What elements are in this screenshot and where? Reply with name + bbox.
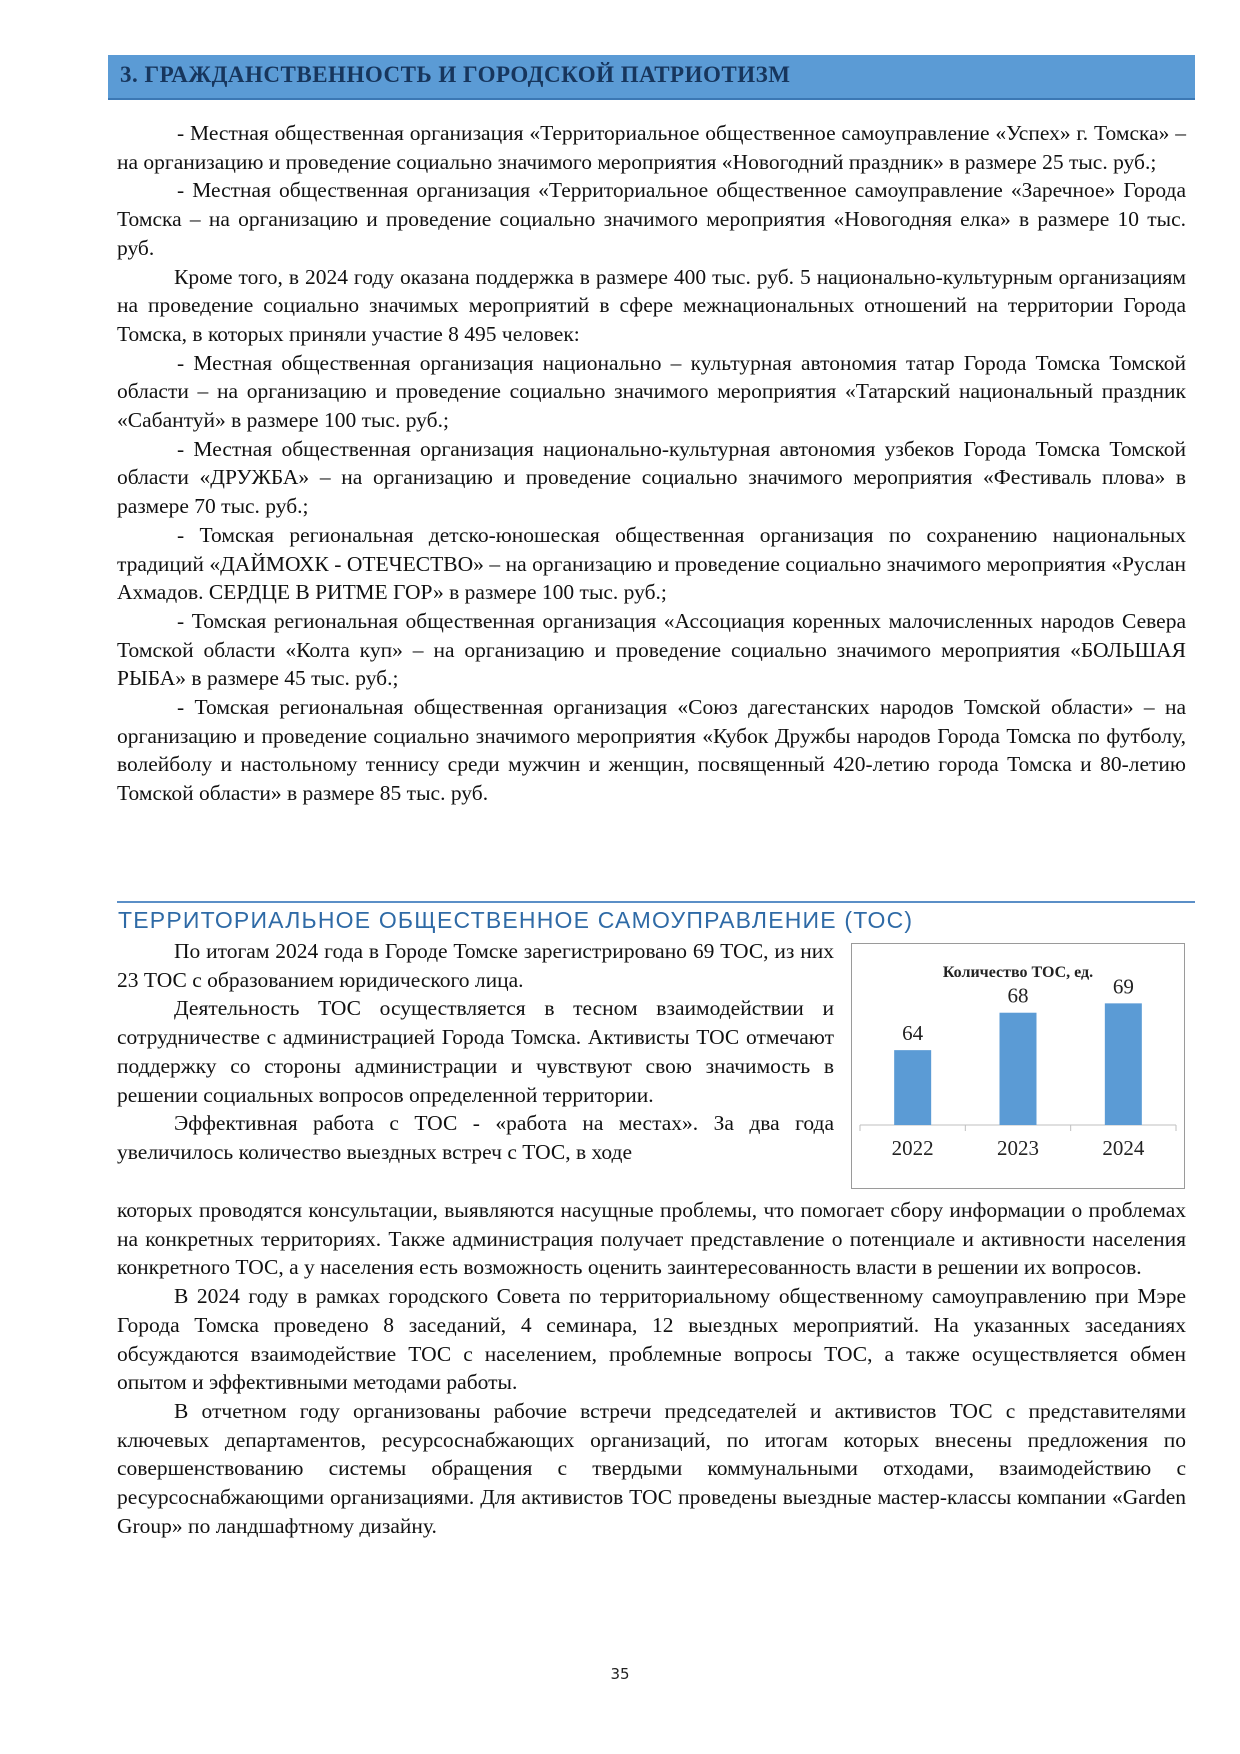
paragraph: - Местная общественная организация «Территориальное общественное самоуправление «Заречное» Города Томска – на организацию и проведение социально значимого мероприятия «Новогодняя елка» в размере 10 тыс. руб. — [117, 178, 1186, 260]
paragraph: - Томская региональная общественная организация «Союз дагестанских народов Томской области» – на организацию и проведение социально значимого мероприятия «Кубок Дружбы народов Города Томска по футболу, волейболу и настольному теннису среди мужчин и женщин, посвященный 420-летию города Томска и 80-летию Томской области» в размере 85 тыс. руб. — [117, 695, 1186, 806]
paragraph: В отчетном году организованы рабочие встречи председателей и активистов ТОС с представителями ключевых департаментов, ресурсоснабжающих организаций, по итогам которых внесены предложения по совершенствованию системы обращения с твердыми коммунальными отходами, взаимодействию с ресурсоснабжающими организациями. Для активистов ТОС проведены выездные мастер-классы компании «Garden Group» по ландшафтному дизайну. — [117, 1398, 1186, 1538]
chart-title: Количество ТОС, ед. — [942, 964, 1094, 981]
chart-bar-2022 — [894, 1050, 931, 1125]
chart-plot — [852, 944, 1184, 1188]
paragraph: - Томская региональная общественная организация «Ассоциация коренных малочисленных народов Севера Томской области «Колта куп» – на организацию и проведение социально значимого мероприятия «БОЛЬШАЯ РЫБА» в размере 45 тыс. руб.; — [117, 608, 1186, 691]
narrow-text-block — [117, 937, 834, 1167]
section-header-title: 3. ГРАЖДАНСТВЕННОСТЬ И ГОРОДСКОЙ ПАТРИОТИЗМ — [120, 62, 791, 87]
page-number: 35 — [610, 1665, 630, 1683]
chart-bar-2024 — [1105, 1003, 1142, 1125]
data-label-2023: 68 — [1007, 983, 1029, 1008]
data-label-2024: 69 — [1112, 974, 1134, 999]
paragraph: - Местная общественная организация «Территориальное общественное самоуправление «Успех» г. Томска» – на организацию и проведение социально значимого мероприятия «Новогодний праздник» в размере 25 тыс. руб.; — [117, 121, 1186, 174]
paragraph: - Местная общественная организация национально-культурная автономия узбеков Города Томска Томской области «ДРУЖБА» – на организацию и проведение социально значимого мероприятия «Фестиваль плова» в размере 70 тыс. руб.; — [117, 436, 1186, 519]
x-tick-label-2024: 2024 — [1102, 1136, 1145, 1160]
chart-bar-2023 — [1000, 1013, 1037, 1125]
data-label-2022: 64 — [902, 1021, 924, 1046]
section-header-bar — [108, 55, 1195, 100]
paragraph: - Томская региональная детско-юношеская общественная организация по сохранению национальных традиций «ДАЙМОХК - ОТЕЧЕСТВО» – на организацию и проведение социально значимого мероприятия «Руслан Ахмадов. СЕРДЦЕ В РИТМЕ ГОР» в размере 100 тыс. руб.; — [117, 522, 1186, 605]
paragraph: По итогам 2024 года в Городе Томске зарегистрировано 69 ТОС, из них 23 ТОС с образованием юридического лица. — [117, 939, 834, 992]
paragraph: - Местная общественная организация национально – культурная автономия татар Города Томска Томской области – на организацию и проведение социально значимого мероприятия «Татарский национальный праздник «Сабантуй» в размере 100 тыс. руб.; — [117, 350, 1186, 433]
x-tick-label-2023: 2023 — [997, 1136, 1039, 1160]
wide-text-block — [117, 1196, 1186, 1540]
top-text-block — [117, 119, 1186, 808]
subsection-title: ТЕРРИТОРИАЛЬНОЕ ОБЩЕСТВЕННОЕ САМОУПРАВЛЕНИЕ (ТОС) — [118, 907, 914, 933]
paragraph: Деятельность ТОС осуществляется в тесном взаимодействии и сотрудничестве с администрацией Города Томска. Активисты ТОС отмечают поддержку со стороны администрации и чувствуют свою значимость в решении социальных вопросов определенной территории. — [117, 996, 834, 1107]
paragraph: которых проводятся консультации, выявляются насущные проблемы, что помогает сбору информации о проблемах на конкретных территориях. Также администрация получает представление о потенциале и активности населения конкретного ТОС, а у населения есть возможность оценить заинтересованность власти в решении их вопросов. — [117, 1198, 1186, 1280]
paragraph: Кроме того, в 2024 году оказана поддержка в размере 400 тыс. руб. 5 национально-культурным организациям на проведение социально значимых мероприятий в сфере межнациональных отношений на территории Города Томска, в которых приняли участие 8 495 человек: — [117, 264, 1186, 346]
x-tick-label-2022: 2022 — [891, 1136, 934, 1160]
paragraph: В 2024 году в рамках городского Совета по территориальному общественному самоуправлению при Мэре Города Томска проведено 8 заседаний, 4 семинара, 12 выездных мероприятий. На указанных заседаниях обсуждаются взаимодействие ТОС с населением, проблемные вопросы ТОС, а также осуществляется обмен опытом и эффективными методами работы. — [117, 1284, 1186, 1395]
tos-count-chart — [851, 943, 1185, 1189]
section-divider — [117, 901, 1195, 903]
paragraph: Эффективная работа с ТОС - «работа на местах». За два года увеличилось количество выездных встреч с ТОС, в ходе — [117, 1111, 834, 1164]
